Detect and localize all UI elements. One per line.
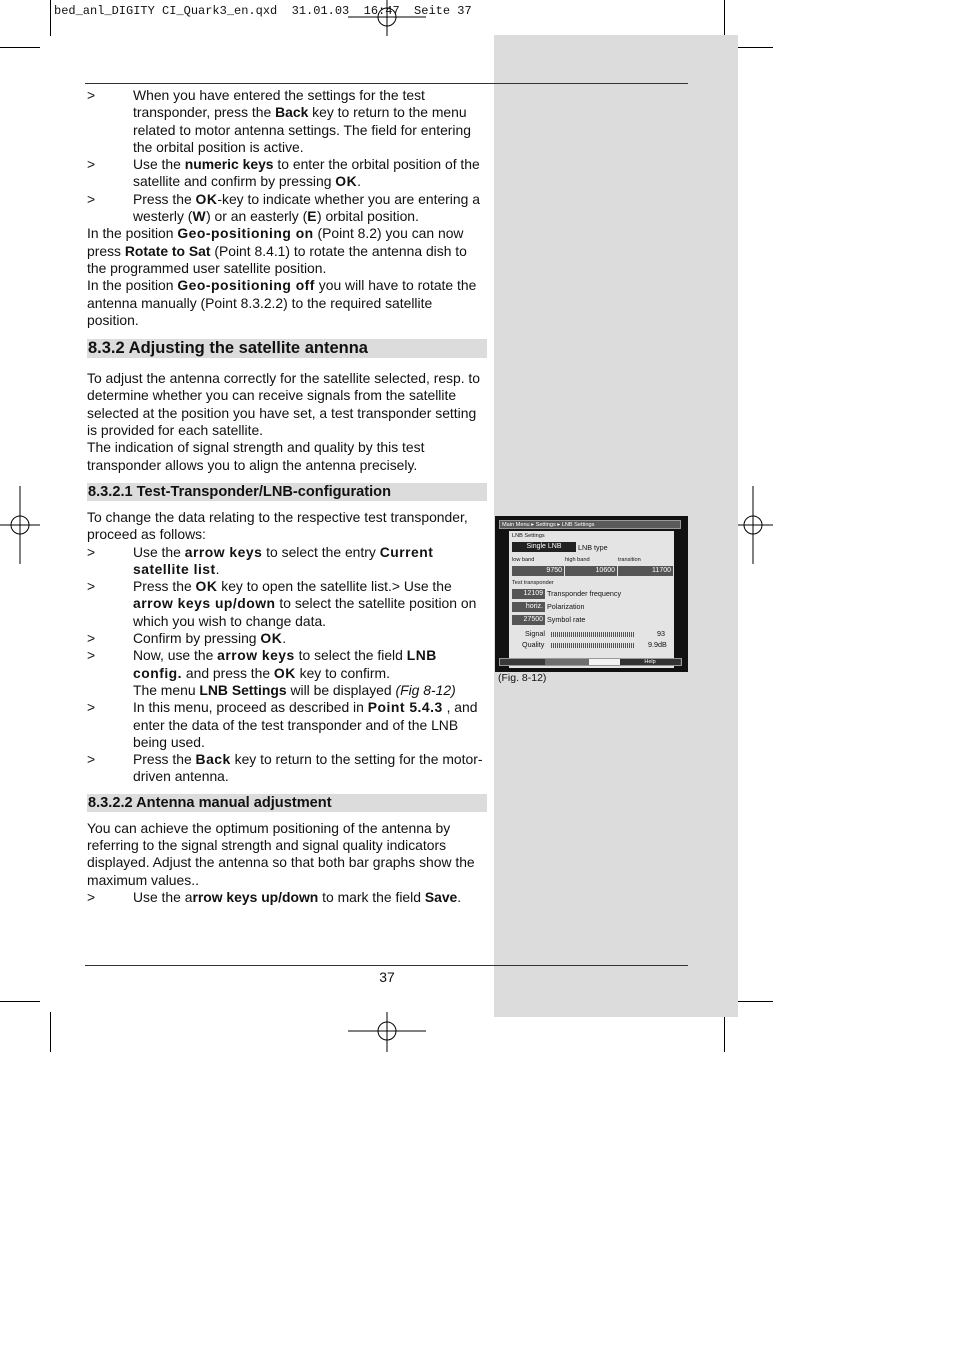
text-run: Save — [424, 888, 458, 905]
registration-mark-right — [735, 486, 775, 566]
text-run: Rotate to Sat — [124, 242, 211, 259]
breadcrumb: Main Menu ▸ Settings ▸ LNB Settings — [499, 520, 681, 529]
text-run: In the position — [87, 277, 178, 294]
text-run: key to confirm. — [295, 664, 390, 681]
list-item — [87, 156, 487, 191]
text-run: . — [457, 888, 462, 905]
text-run: ) or an easterly ( — [206, 208, 308, 225]
crop-mark — [50, 0, 51, 36]
text-run: . — [215, 560, 220, 577]
yellow-key-slot — [589, 659, 620, 665]
text-run: (Point 8.4.1) to rotate the antenna dish to the programmed user satellite position. — [87, 242, 467, 276]
text-run: key to open the satellite list.> Use the — [217, 578, 452, 595]
text-run: arrow keys — [184, 543, 263, 560]
text-run: to select the field — [294, 647, 407, 664]
text-run: LNB Settings — [199, 681, 287, 698]
text-run: and press the — [182, 664, 274, 681]
paragraph: You can achieve the optimum positioning of the antenna by referring to the signal strength and signal quality indicators displayed. Adjust the antenna so that both bar graphs show the maximum values.. — [87, 819, 475, 888]
text-run: numeric keys — [184, 156, 274, 173]
text-run: In the position — [87, 225, 178, 242]
bullet-marker: > — [87, 751, 96, 768]
text-run: Use the a — [133, 888, 193, 905]
text-run: to enter the orbital position of the satellite and confirm by pressing — [133, 156, 480, 190]
list-item — [87, 87, 487, 156]
signal-label: Signal — [525, 629, 545, 638]
signal-bar — [551, 632, 635, 637]
text-run: to select the satellite position on which you wish to change data. — [133, 595, 477, 629]
text-run: to select the entry — [262, 543, 380, 560]
high-band-label: high band — [565, 557, 590, 563]
text-run: key to return to the menu related to motor antenna settings. The field for entering the orbital position is active. — [133, 104, 471, 155]
crop-mark — [724, 0, 725, 36]
file-slug: bed_anl_DIGITY CI_Quark3_en.qxd 31.01.03 16:47 Seite 37 — [54, 4, 472, 18]
text-run: OK — [195, 578, 218, 595]
text-run: Back — [195, 751, 231, 768]
low-band-value: 9750 — [512, 566, 564, 576]
symbol-rate-value: 27500 — [512, 615, 545, 625]
text-run: -key to indicate whether you are entering a westerly ( — [133, 190, 480, 225]
list-item — [87, 647, 487, 699]
text-run: you will have to rotate the antenna manually (Point 8.3.2.2) to the required satellite position. — [87, 277, 477, 328]
text-run: . — [282, 630, 287, 647]
list-item-continuation — [133, 682, 487, 699]
section-label: LNB Settings — [512, 533, 545, 539]
text-run: OK — [273, 664, 296, 681]
text-run: Current satellite list — [133, 543, 434, 577]
text-run: Geo-positioning on — [177, 225, 314, 242]
text-run: Press the — [133, 751, 196, 768]
polarization-value: horiz. — [512, 602, 545, 612]
green-key-slot — [545, 659, 589, 665]
text-run: Geo-positioning off — [177, 277, 315, 294]
text-run: (Point 8.2) you can now press — [87, 225, 464, 259]
page-number: 37 — [379, 969, 395, 985]
crop-mark — [735, 47, 773, 48]
text-run: , and enter the data of the test transponder and of the LNB being used. — [133, 699, 478, 750]
bullet-marker: > — [87, 647, 96, 664]
polarization-label: Polarization — [547, 602, 585, 611]
button-bar — [499, 658, 682, 666]
lnb-type-label: LNB type — [578, 543, 608, 552]
quality-label: Quality — [522, 640, 545, 649]
list-item — [87, 578, 487, 630]
text-run: Press the — [133, 190, 196, 207]
transition-label: transition — [618, 557, 641, 563]
bottom-rule — [85, 965, 688, 966]
text-run: W — [192, 208, 207, 225]
bullet-marker: > — [87, 190, 96, 207]
lnb-settings-screenshot — [495, 516, 688, 672]
text-run: Confirm by pressing — [133, 630, 261, 647]
signal-value: 93 — [657, 629, 665, 638]
list-item — [87, 751, 487, 786]
bullet-marker: > — [87, 87, 96, 103]
settings-panel — [509, 531, 674, 668]
text-run: OK — [335, 173, 358, 190]
crop-mark — [50, 1012, 51, 1052]
intro-paragraphs — [87, 225, 487, 329]
text-run: (Fig 8-12) — [395, 681, 456, 698]
symbol-rate-label: Symbol rate — [547, 615, 586, 624]
red-key-slot — [500, 659, 545, 665]
registration-mark-bottom — [348, 1012, 428, 1052]
bullet-marker: > — [87, 888, 96, 905]
text-run: . — [357, 173, 361, 190]
text-run: LNB config. — [133, 647, 437, 681]
lnb-type-value: Single LNB — [512, 542, 576, 552]
heading-8-3-2-2: 8.3.2.2 Antenna manual adjustment — [87, 794, 487, 812]
text-run: The menu — [133, 681, 200, 698]
text-run: E — [307, 208, 317, 225]
transition-value: 11700 — [618, 566, 673, 576]
bullet-marker: > — [87, 699, 96, 716]
list-item — [87, 630, 487, 647]
text-run: arrow keys up/down — [133, 595, 276, 612]
high-band-value: 10600 — [565, 566, 617, 576]
text-run: Point 5.4.3 — [367, 699, 443, 716]
text-run: Use the — [133, 156, 185, 173]
figure-caption: (Fig. 8-12) — [498, 672, 547, 684]
top-rule — [85, 83, 688, 84]
text-run: When you have entered the settings for the test transponder, press the — [133, 87, 425, 121]
crop-mark — [724, 1012, 725, 1052]
text-run: Back — [275, 104, 309, 121]
paragraph: To change the data relating to the respective test transponder, proceed as follows: — [87, 508, 468, 543]
list-item — [87, 699, 487, 751]
text-run: ) orbital position. — [316, 208, 419, 225]
text-run: to mark the field — [318, 888, 425, 905]
bullet-marker: > — [87, 543, 96, 560]
quality-value: 9.9dB — [648, 640, 667, 649]
text-run: will be displayed — [286, 681, 396, 698]
registration-mark-left — [0, 486, 40, 566]
section-label: Test transponder — [512, 580, 554, 586]
text-run: OK — [260, 630, 283, 647]
heading-8-3-2: 8.3.2 Adjusting the satellite antenna — [87, 339, 487, 358]
intro-list — [87, 87, 487, 225]
list-item — [87, 544, 487, 579]
text-run: Press the — [133, 578, 196, 595]
frequency-value: 12109 — [512, 589, 545, 599]
bullet-marker: > — [87, 630, 96, 647]
text-run: Use the — [133, 543, 185, 560]
paragraph: To adjust the antenna correctly for the satellite selected, resp. to determine whether you can receive signals from the satellite selected at the position you have set, a test transponder setting is provided for each satellite. — [87, 370, 481, 439]
heading-8-3-2-1: 8.3.2.1 Test-Transponder/LNB-configuration — [87, 483, 487, 501]
text-run: key to return to the setting for the motor-driven antenna. — [133, 751, 483, 785]
crop-mark — [0, 47, 40, 48]
crop-mark — [735, 1001, 773, 1002]
steps-list — [87, 544, 487, 786]
text-run: Now, use the — [133, 647, 218, 664]
text-column — [87, 87, 487, 906]
text-run: arrow keys — [217, 647, 295, 664]
list-item — [87, 889, 487, 906]
help-key: Help — [620, 659, 680, 665]
list-item — [87, 191, 487, 226]
steps-list — [87, 889, 487, 906]
crop-mark — [0, 1001, 40, 1002]
low-band-label: low band — [512, 557, 535, 563]
paragraph — [87, 225, 487, 277]
text-run: rrow keys up/down — [192, 888, 319, 905]
paragraph: The indication of signal strength and quality by this test transponder allows you to align the antenna precisely. — [87, 439, 425, 473]
text-run: In this menu, proceed as described in — [133, 699, 368, 716]
paragraph — [87, 277, 487, 329]
bullet-marker: > — [87, 156, 96, 173]
text-run: OK — [195, 190, 218, 207]
quality-bar — [551, 643, 635, 648]
frequency-label: Transponder frequency — [547, 589, 622, 598]
bullet-marker: > — [87, 578, 96, 595]
